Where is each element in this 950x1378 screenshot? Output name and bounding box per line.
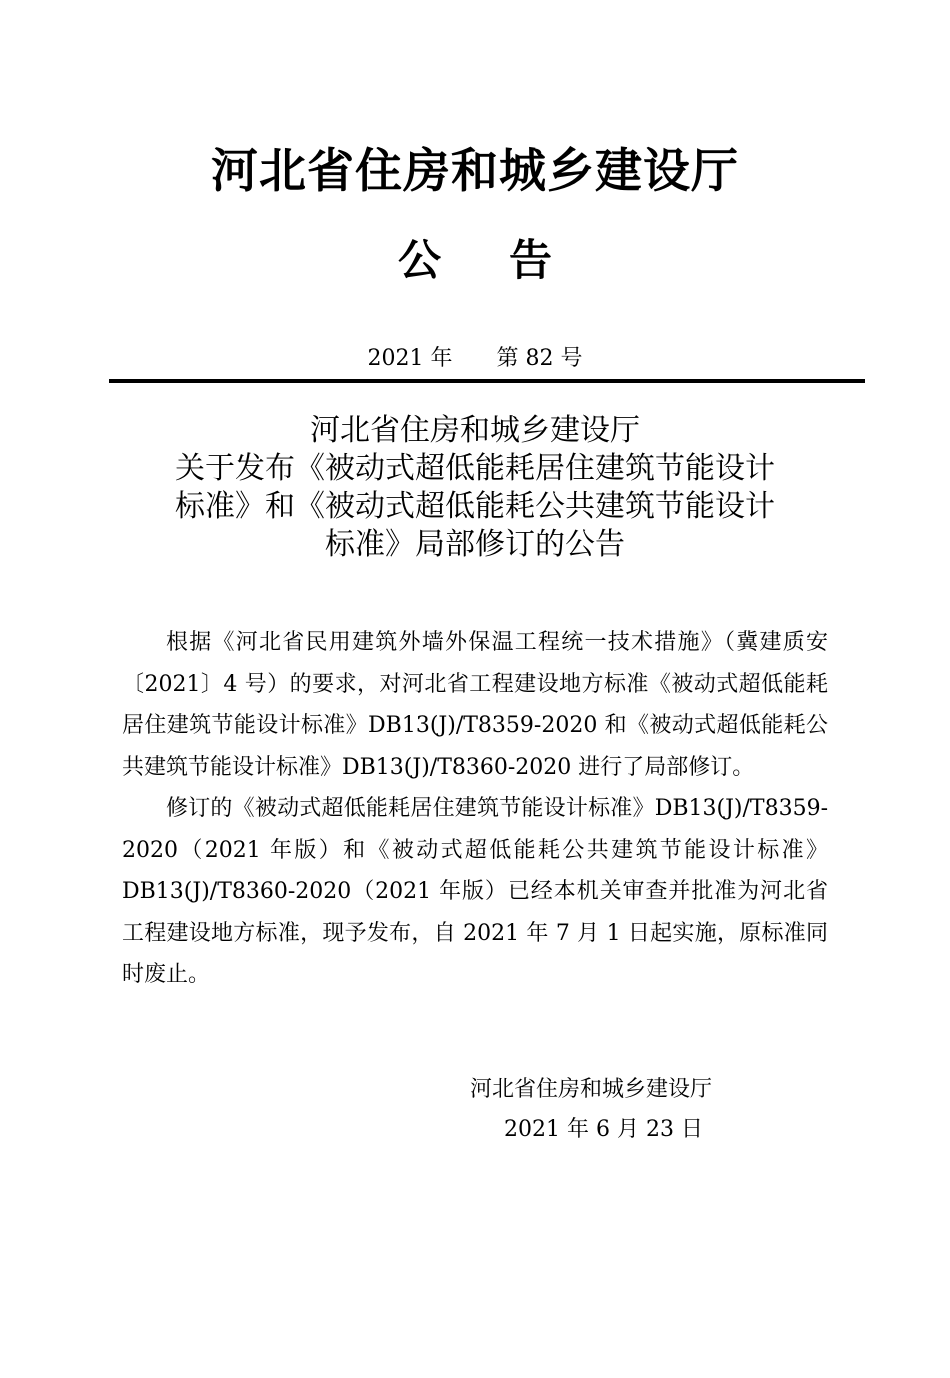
- document-serial: 第 82 号: [496, 346, 583, 371]
- document-type-heading: [0, 233, 950, 289]
- document-number: [0, 344, 950, 374]
- agency-heading: 河北省住房和城乡建设厅: [211, 144, 739, 199]
- document-year: 2021 年: [367, 346, 453, 371]
- signature-date: 2021 年 6 月 23 日: [504, 1117, 703, 1142]
- notice-body: [122, 622, 828, 996]
- notice-title: [100, 412, 850, 564]
- document-type-char: 公: [398, 236, 441, 286]
- signature-agency: 河北省住房和城乡建设厅: [470, 1077, 713, 1102]
- document-type-char: 告: [509, 236, 552, 286]
- notice-title-line: 关于发布《被动式超低能耗居住建筑节能设计: [175, 451, 775, 486]
- header-divider: [109, 379, 865, 383]
- notice-title-line: 标准》和《被动式超低能耗公共建筑节能设计: [175, 489, 775, 524]
- notice-title-line: 河北省住房和城乡建设厅: [310, 413, 640, 448]
- notice-title-line: 标准》局部修订的公告: [325, 527, 625, 562]
- body-paragraph: 根据《河北省民用建筑外墙外保温工程统一技术措施》（冀建质安〔2021〕4 号）的要求，对河北省工程建设地方标准《被动式超低能耗居住建筑节能设计标准》DB13(J)/T8359-2020 和《被动式超低能耗公共建筑节能设计标准》DB13(J)/T8360-2020 进行了局部修订。: [122, 630, 828, 780]
- signature-block: [470, 1070, 712, 1150]
- body-paragraph: 修订的《被动式超低能耗居住建筑节能设计标准》DB13(J)/T8359-2020（2021 年版）和《被动式超低能耗公共建筑节能设计标准》DB13(J)/T8360-2020（2021 年版）已经本机关审查并批准为河北省工程建设地方标准，现予发布，自 2021 年 7 月 1 日起实施，原标准同时废止。: [122, 796, 828, 987]
